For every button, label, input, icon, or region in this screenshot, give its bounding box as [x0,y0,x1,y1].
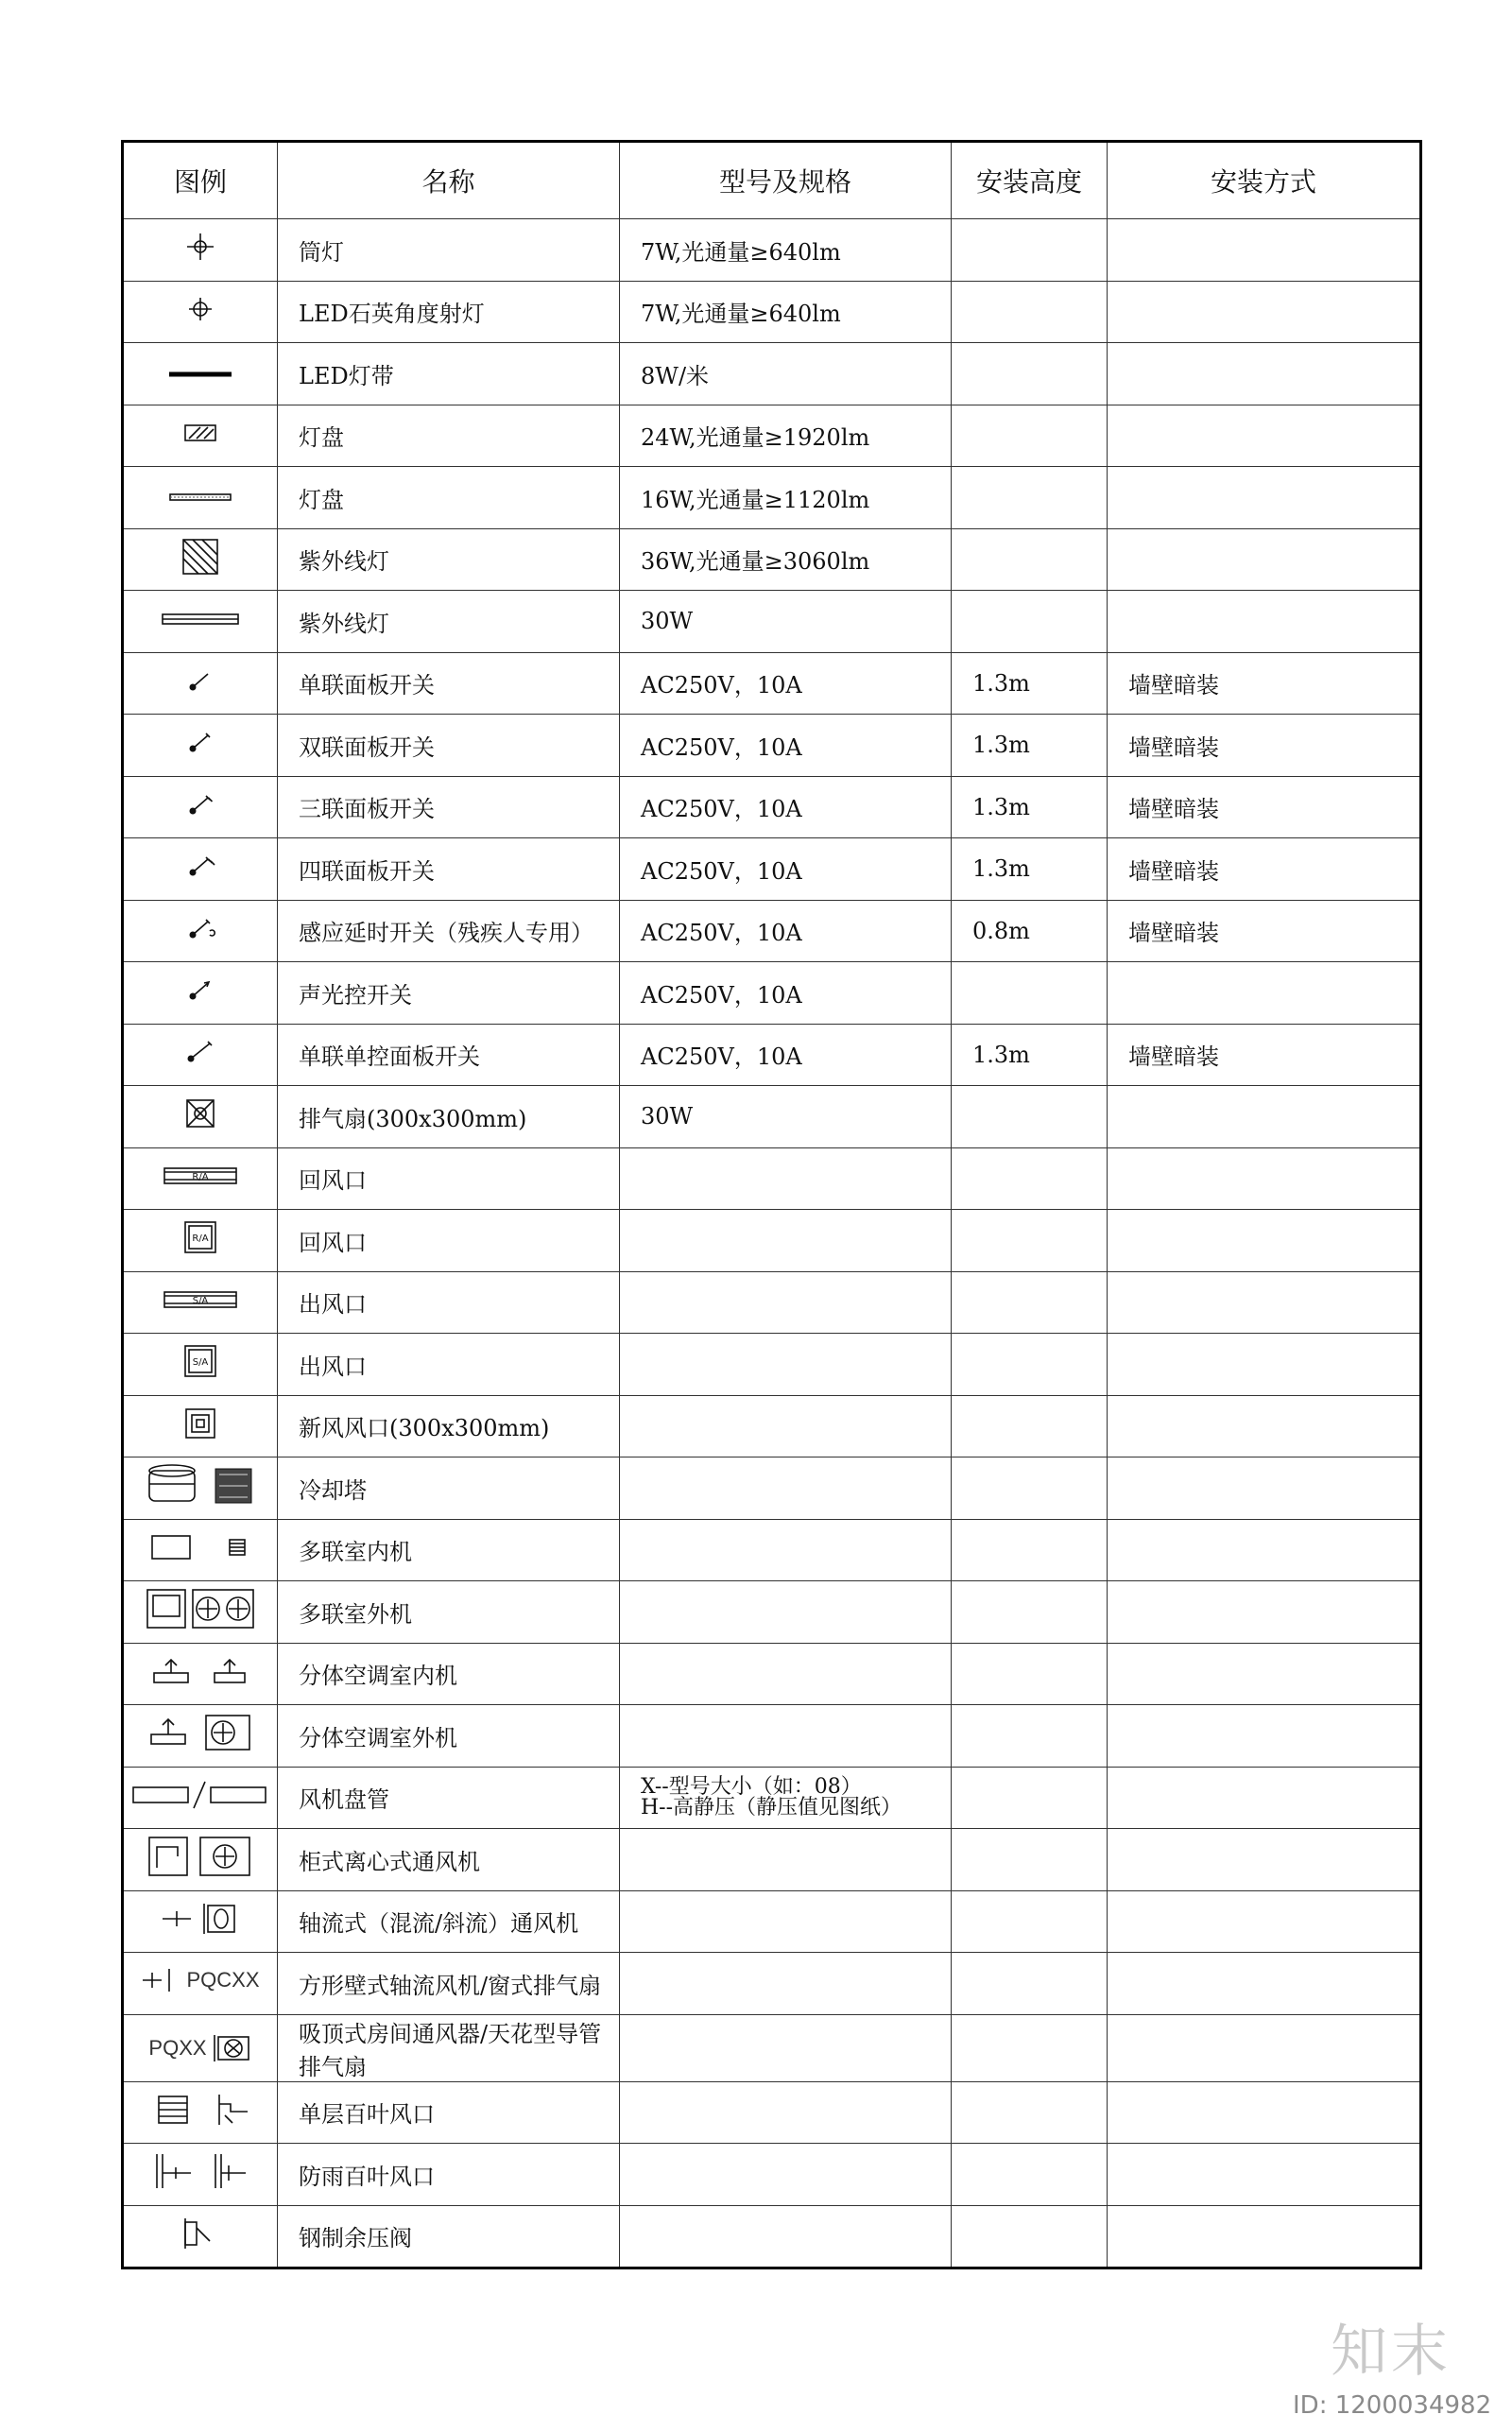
table-row [123,2144,1421,2206]
legend-symbol-cell [123,2205,278,2268]
item-install-method [1108,1457,1421,1520]
item-name: 紫外线灯 [278,528,620,591]
table-row [123,652,1421,715]
item-install-height [952,962,1108,1025]
item-spec: AC250V，10A [620,776,952,838]
table-row [123,1890,1421,1953]
item-install-height [952,1581,1108,1644]
table-row [123,1767,1421,1829]
legend-symbol-cell [123,962,278,1025]
footer-logo: 知末 [1331,2319,1452,2385]
item-install-method [1108,528,1421,591]
table-row [123,1643,1421,1705]
item-spec [620,2205,952,2268]
item-spec [620,1767,952,1829]
switch-quad-icon [124,852,277,886]
item-name: 分体空调室内机 [278,1643,620,1705]
item-name: 筒灯 [278,219,620,282]
table-row [123,1581,1421,1644]
item-install-height [952,1395,1108,1457]
item-name: 紫外线灯 [278,591,620,653]
item-spec: AC250V，10A [620,715,952,777]
legend-symbol-cell [123,591,278,653]
table-row [123,281,1421,343]
item-install-height [952,2014,1108,2081]
item-install-method [1108,1271,1421,1334]
item-name: 排气扇(300x300mm) [278,1086,620,1148]
item-install-height [952,281,1108,343]
panel-light-icon [124,421,277,451]
table-row [123,405,1421,467]
item-install-method [1108,2081,1421,2144]
legend-body [123,219,1421,2268]
item-install-method: 墙壁暗装 [1108,900,1421,962]
legend-symbol-cell [123,1643,278,1705]
item-spec: AC250V，10A [620,838,952,901]
item-install-height [952,1210,1108,1272]
item-spec: 24W,光通量≥1920lm [620,405,952,467]
switch-double-icon [124,728,277,762]
item-install-method: 墙壁暗装 [1108,838,1421,901]
item-install-height [952,591,1108,653]
item-spec: 8W/米 [620,343,952,405]
item-spec [620,1271,952,1334]
svg-text:R/A: R/A [192,1233,209,1245]
item-install-method [1108,1334,1421,1396]
pressure-relief-valve-icon [124,2213,277,2260]
table-row [123,1271,1421,1334]
legend-symbol-cell [123,1767,278,1829]
legend-symbol-cell [123,1147,278,1210]
header-install-method: 安装方式 [1108,142,1421,219]
item-install-height: 1.3m [952,1024,1108,1086]
table-row [123,900,1421,962]
supply-air-linear-icon [124,1288,277,1317]
item-install-height [952,1519,1108,1581]
table-row [123,1086,1421,1148]
table-row [123,219,1421,282]
item-install-height [952,1890,1108,1953]
item-install-method: 墙壁暗装 [1108,715,1421,777]
header-install-height: 安装高度 [952,142,1108,219]
item-install-height [952,1147,1108,1210]
table-row [123,1395,1421,1457]
item-install-height: 1.3m [952,776,1108,838]
svg-text:S/A: S/A [192,1357,209,1369]
vrf-outdoor-unit-icon [124,1586,277,1637]
header-spec: 型号及规格 [620,142,952,219]
led-spotlight-icon [124,290,277,334]
split-ac-outdoor-icon [124,1710,277,1761]
header-row [123,142,1421,219]
item-spec [620,1581,952,1644]
item-install-method [1108,2014,1421,2081]
item-spec: 30W [620,1086,952,1148]
table-row [123,467,1421,529]
item-install-height [952,1334,1108,1396]
item-name: 轴流式（混流/斜流）通风机 [278,1890,620,1953]
led-strip-icon [124,360,277,387]
table-row [123,776,1421,838]
item-install-method [1108,2205,1421,2268]
item-name: 冷却塔 [278,1457,620,1520]
fresh-air-outlet-icon [124,1405,277,1448]
vrf-indoor-unit-icon [124,1530,277,1570]
item-install-height [952,343,1108,405]
exhaust-fan-icon [124,1095,277,1138]
legend-symbol-cell [123,1210,278,1272]
item-spec: AC250V，10A [620,652,952,715]
item-spec [620,1210,952,1272]
item-install-method [1108,1705,1421,1768]
item-spec [620,2014,952,2081]
item-name: 回风口 [278,1210,620,1272]
legend-symbol-cell [123,1953,278,2015]
table-row [123,1210,1421,1272]
legend-symbol-cell [123,1271,278,1334]
item-spec [620,2081,952,2144]
wall-axial-fan-icon [124,1963,277,2003]
item-name: 柜式离心式通风机 [278,1829,620,1891]
item-name: 新风风口(300x300mm) [278,1395,620,1457]
item-spec [620,1395,952,1457]
svg-text:S/A: S/A [192,1295,209,1306]
item-name: 多联室内机 [278,1519,620,1581]
item-install-height [952,528,1108,591]
table-row [123,2205,1421,2268]
item-install-height [952,1767,1108,1829]
table-row [123,715,1421,777]
item-install-method [1108,281,1421,343]
item-name: 出风口 [278,1271,620,1334]
item-install-height [952,1829,1108,1891]
item-install-method [1108,1210,1421,1272]
item-name: 单联面板开关 [278,652,620,715]
legend-symbol-cell [123,2144,278,2206]
item-install-method: 墙壁暗装 [1108,776,1421,838]
item-name: 回风口 [278,1147,620,1210]
item-install-height [952,1705,1108,1768]
item-spec: 16W,光通量≥1120lm [620,467,952,529]
item-name: 防雨百叶风口 [278,2144,620,2206]
item-name: 单层百叶风口 [278,2081,620,2144]
item-install-height [952,219,1108,282]
item-spec [620,1643,952,1705]
item-name: 双联面板开关 [278,715,620,777]
item-name: 声光控开关 [278,962,620,1025]
fan-coil-icon [124,1778,277,1818]
downlight-icon [124,228,277,271]
legend-symbol-cell [123,1457,278,1520]
legend-symbol-cell [123,652,278,715]
item-spec: 7W,光通量≥640lm [620,281,952,343]
legend-symbol-cell [123,1829,278,1891]
legend-table [121,140,1422,2269]
legend-symbol-cell [123,838,278,901]
item-spec [620,1147,952,1210]
item-install-method [1108,591,1421,653]
legend-symbol-cell [123,2081,278,2144]
item-install-height: 1.3m [952,652,1108,715]
item-install-method: 墙壁暗装 [1108,652,1421,715]
item-name: 感应延时开关（残疾人专用） [278,900,620,962]
table-row [123,962,1421,1025]
item-install-method [1108,1581,1421,1644]
item-install-height [952,1271,1108,1334]
item-spec: AC250V，10A [620,900,952,962]
item-spec [620,1705,952,1768]
item-install-height [952,405,1108,467]
item-install-height [952,2081,1108,2144]
item-spec-line1: X--型号大小（如：08） [641,1774,862,1799]
item-name: 灯盘 [278,467,620,529]
item-install-method [1108,405,1421,467]
switch-sound-light-icon [124,975,277,1009]
legend-symbol-cell [123,1890,278,1953]
table-row [123,343,1421,405]
table-row [123,1829,1421,1891]
table-row [123,1953,1421,2015]
item-install-method [1108,1395,1421,1457]
split-ac-indoor-icon [124,1654,277,1694]
switch-single-control-icon [124,1038,277,1072]
item-name: 三联面板开关 [278,776,620,838]
item-install-method [1108,2144,1421,2206]
table-row [123,2014,1421,2081]
item-install-method: 墙壁暗装 [1108,1024,1421,1086]
item-install-method [1108,1767,1421,1829]
item-name: 钢制余压阀 [278,2205,620,2268]
item-spec [620,1457,952,1520]
item-install-height [952,467,1108,529]
item-name: 单联单控面板开关 [278,1024,620,1086]
table-row [123,1705,1421,1768]
legend-symbol-cell [123,1024,278,1086]
legend-symbol-cell [123,1395,278,1457]
item-spec: 36W,光通量≥3060lm [620,528,952,591]
legend-symbol-cell [123,900,278,962]
panel-light-slim-icon [124,484,277,510]
legend-symbol-cell [123,1519,278,1581]
switch-triple-icon [124,790,277,824]
item-name: 四联面板开关 [278,838,620,901]
item-install-height [952,1643,1108,1705]
table-row [123,1334,1421,1396]
item-spec: AC250V，10A [620,962,952,1025]
item-install-height [952,2205,1108,2268]
item-install-method [1108,962,1421,1025]
item-install-height [952,2144,1108,2206]
table-row [123,838,1421,901]
item-name: 灯盘 [278,405,620,467]
legend-symbol-cell [123,219,278,282]
item-name: LED石英角度射灯 [278,281,620,343]
legend-symbol-cell [123,715,278,777]
item-name: 风机盘管 [278,1767,620,1829]
item-install-method [1108,1829,1421,1891]
legend-symbol-cell [123,281,278,343]
legend-symbol-cell [123,1705,278,1768]
item-name: 分体空调室外机 [278,1705,620,1768]
legend-symbol-cell [123,776,278,838]
supply-air-square-icon [124,1342,277,1386]
item-install-height: 0.8m [952,900,1108,962]
legend-symbol-cell [123,1581,278,1644]
header-legend: 图例 [123,142,278,219]
item-spec [620,1890,952,1953]
symbol-code: PQXX [148,2035,207,2060]
item-spec [620,1829,952,1891]
legend-symbol-cell [123,467,278,529]
item-install-height [952,1457,1108,1520]
switch-sensor-icon [124,914,277,948]
item-spec [620,1953,952,2015]
item-install-method [1108,219,1421,282]
item-install-method [1108,1147,1421,1210]
uv-lamp-square-icon [124,536,277,583]
return-air-linear-icon [124,1164,277,1193]
symbol-code: PQCXX [186,1968,260,1992]
switch-single-icon [124,666,277,700]
table-row [123,1519,1421,1581]
legend-symbol-cell [123,528,278,591]
legend-symbol-cell [123,343,278,405]
item-spec-line2: H--高静压（静压值见图纸） [641,1795,902,1820]
table-row [123,2081,1421,2144]
item-install-method [1108,1953,1421,2015]
svg-text:R/A: R/A [192,1171,209,1182]
table-row [123,1147,1421,1210]
item-spec: 7W,光通量≥640lm [620,219,952,282]
legend-symbol-cell [123,1086,278,1148]
legend-symbol-cell [123,2014,278,2081]
item-install-height: 1.3m [952,838,1108,901]
cooling-tower-icon [124,1461,277,1514]
axial-fan-icon [124,1896,277,1947]
item-name: LED灯带 [278,343,620,405]
item-name: 吸顶式房间通风器/天花型导管排气扇 [278,2014,620,2081]
item-install-height: 1.3m [952,715,1108,777]
item-install-method [1108,1086,1421,1148]
rainproof-louver-icon [124,2150,277,2198]
uv-lamp-tube-icon [124,608,277,634]
table-row [123,1024,1421,1086]
item-spec: 30W [620,591,952,653]
single-louver-icon [124,2089,277,2136]
ceiling-ventilator-icon [124,2031,277,2065]
header-name: 名称 [278,142,620,219]
item-name: 出风口 [278,1334,620,1396]
table-row [123,1457,1421,1520]
item-spec: AC250V，10A [620,1024,952,1086]
item-name: 多联室外机 [278,1581,620,1644]
item-install-height [952,1086,1108,1148]
item-install-height [952,1953,1108,2015]
cabinet-centrifugal-fan-icon [124,1834,277,1885]
item-spec [620,1519,952,1581]
item-install-method [1108,467,1421,529]
item-spec [620,2144,952,2206]
footer-id: ID: 1200034982 [1293,2391,1492,2420]
legend-symbol-cell [123,1334,278,1396]
item-name: 方形壁式轴流风机/窗式排气扇 [278,1953,620,2015]
return-air-square-icon [124,1218,277,1262]
item-install-method [1108,343,1421,405]
item-install-method [1108,1890,1421,1953]
legend-symbol-cell [123,405,278,467]
table-row [123,591,1421,653]
item-install-method [1108,1643,1421,1705]
item-spec [620,1334,952,1396]
table-row [123,528,1421,591]
item-install-method [1108,1519,1421,1581]
